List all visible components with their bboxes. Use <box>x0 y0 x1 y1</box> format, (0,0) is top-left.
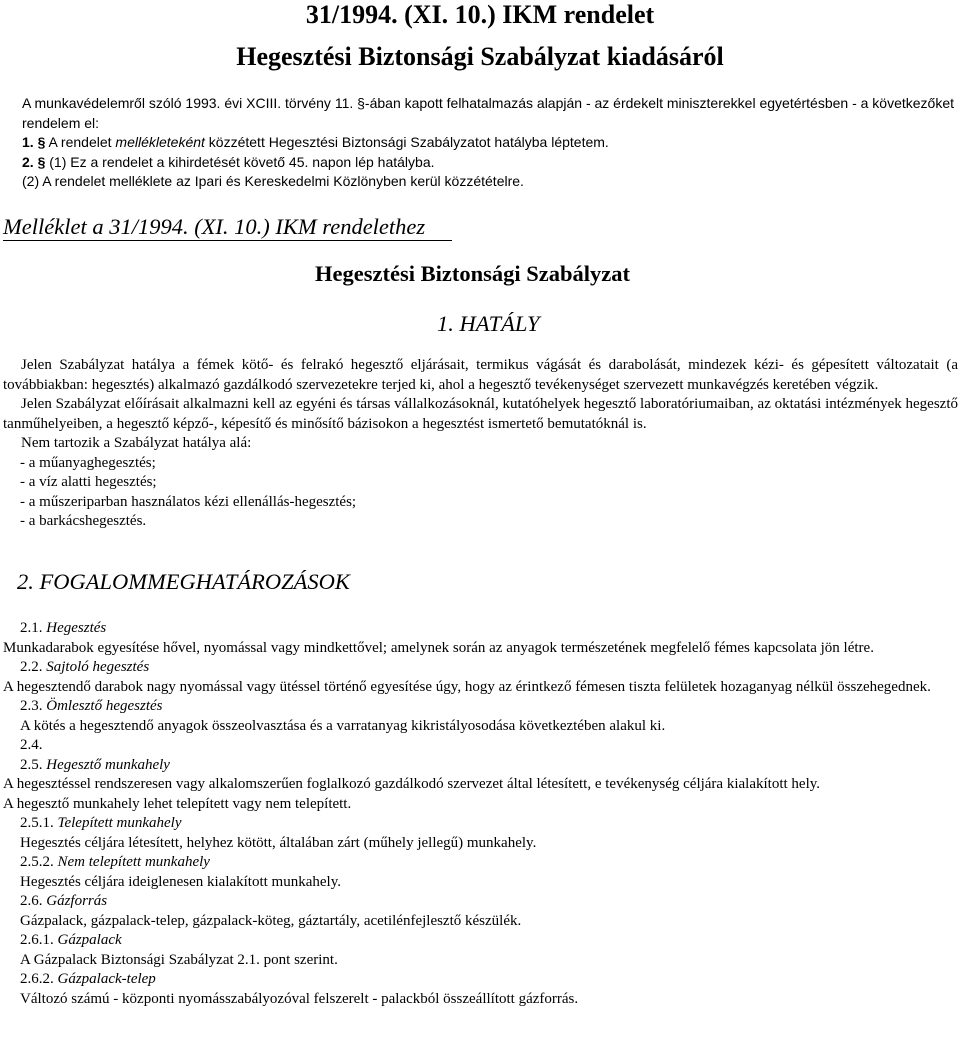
definitions <box>3 619 958 1009</box>
annex-heading-underline <box>3 240 452 241</box>
section-2-heading: 2. FOGALOMMEGHATÁROZÁSOK <box>17 569 350 594</box>
definition-number: 2.6.2. <box>20 971 58 987</box>
definition-text: Munkadarabok egyesítése hővel, nyomással vagy mindkettővel; amelynek során az anyagok természetének megfelelő fémes kapcsolata jön létre. <box>3 639 874 656</box>
definition-text: A hegesztendő darabok nagy nyomással vagy ütéssel történő egyesítése úgy, hogy az érintkező fémesen tiszta felületek hozaganyag nélkül összehegednek. <box>3 678 931 695</box>
scope-paragraph-1: Jelen Szabályzat hatálya a fémek kötő- és felrakó hegesztő eljárásait, termikus vágását és darabolását, mindezek kézi- és gépesített változatait (a továbbiakban: hegesztés) alkalmazó gazdálkodó szervezetekre terjed ki, ahol a hegesztő tevékenységet szervezett munkavégzés keretében végzik. <box>3 357 958 393</box>
definition-2-2-heading <box>3 658 958 678</box>
decree-subtitle: Hegesztési Biztonsági Szabályzat kiadásáról <box>236 42 724 71</box>
definition-title: Ömlesztő hegesztés <box>46 698 163 714</box>
definition-2-5-1-heading <box>3 814 958 834</box>
definition-number: 2.2. <box>20 659 47 675</box>
decree-intro <box>22 94 960 192</box>
list-item: - a barkácshegesztés. <box>20 513 147 529</box>
definition-title: Hegesztő munkahely <box>46 756 170 773</box>
definition-2-2-text <box>3 678 958 698</box>
section-1-body <box>3 356 958 532</box>
paragraph-2 <box>22 153 960 173</box>
definition-2-3-text: A kötés a hegesztendő anyagok összeolvasztása és a varratanyag kikristályosodása következtében alakul ki. <box>20 717 666 734</box>
definition-2-5-2-heading <box>3 853 958 873</box>
definition-2-5-2-text: Hegesztés céljára ideiglenesen kialakított munkahely. <box>20 873 341 890</box>
definition-title: Nem telepített munkahely <box>57 854 210 870</box>
paragraph-3: (2) A rendelet melléklete az Ipari és Kereskedelmi Közlönyben kerül közzétételre. <box>22 173 524 189</box>
scope-paragraph-2: Jelen Szabályzat előírásait alkalmazni kell az egyéni és társas vállalkozásoknál, kutatóhelyek hegesztő laboratóriumaiban, az oktatási intézmények hegesztő tanműhelyeiben, a hegesztő képző-, képesítő és minősítő bázisokon a hegesztést ismertető bemutatóknál is. <box>3 396 958 432</box>
exclusion-list <box>3 454 958 532</box>
definition-2-5-text <box>3 775 958 795</box>
definition-number: 2.6.1. <box>20 932 58 948</box>
paragraph-1-number: 1. § <box>22 134 46 150</box>
definition-2-6-text: Gázpalack, gázpalack-telep, gázpalack-köteg, gáztartály, acetilénfejlesztő készülék. <box>20 912 522 929</box>
definition-2-6-heading <box>3 892 958 912</box>
paragraph-1-text-a: A rendelet <box>45 134 116 150</box>
definition-number: 2.5. <box>20 756 47 773</box>
preamble: A munkavédelemről szóló 1993. évi XCIII. törvény 11. §-ában kapott felhatalmazás alapján - az érdekelt miniszterekkel egyetértésben - a következőket rendelem el: <box>22 95 955 131</box>
paragraph-2-number: 2. § <box>22 153 46 170</box>
annex-reference: mellékleteként <box>115 134 205 150</box>
list-item: - a víz alatti hegesztés; <box>20 474 157 490</box>
definition-2-4-heading: 2.4. <box>20 737 43 753</box>
definition-title: Gázpalack <box>57 932 122 948</box>
list-item: - a műszeriparban használatos kézi ellenállás-hegesztés; <box>20 493 357 510</box>
definition-number: 2.5.1. <box>20 815 58 831</box>
decree-title: 31/1994. (XI. 10.) IKM rendelet <box>305 0 655 29</box>
definition-2-3-heading <box>3 697 958 717</box>
paragraph-1 <box>22 133 960 153</box>
definition-2-5-heading <box>3 756 958 776</box>
definition-2-6-2-heading <box>3 970 958 990</box>
regulation-title: Hegesztési Biztonsági Szabályzat <box>315 261 630 286</box>
definition-2-6-1-heading <box>3 931 958 951</box>
definition-number: 2.1. <box>20 620 47 636</box>
definition-number: 2.3. <box>20 698 47 714</box>
section-1-heading: 1. HATÁLY <box>437 311 540 336</box>
list-item: - a műanyaghegesztés; <box>20 454 156 471</box>
definition-title: Hegesztés <box>46 620 107 636</box>
paragraph-2-text: (1) Ez a rendelet a kihirdetését követő 45. napon lép hatályba. <box>45 153 435 170</box>
definition-number: 2.6. <box>20 893 47 909</box>
definition-2-6-1-text: A Gázpalack Biztonsági Szabályzat 2.1. pont szerint. <box>20 951 338 968</box>
definition-2-5-note: A hegesztő munkahely lehet telepített vagy nem telepített. <box>3 795 352 812</box>
definition-2-5-1-text: Hegesztés céljára létesített, helyhez kötött, általában zárt (műhely jellegű) munkahely. <box>20 834 537 851</box>
definition-text: A hegesztéssel rendszeresen vagy alkalomszerűen foglalkozó gazdálkodó szervezet által létesített, e tevékenység céljára kialakított hely. <box>3 776 821 792</box>
paragraph-1-text-b: közzétett Hegesztési Biztonsági Szabályzatot hatályba léptetem. <box>204 134 609 150</box>
scope-paragraph-3: Nem tartozik a Szabályzat hatálya alá: <box>21 435 252 451</box>
definition-2-6-2-text: Változó számú - központi nyomásszabályozóval felszerelt - palackból összeállított gázforrás. <box>20 990 579 1007</box>
definition-title: Gázforrás <box>46 893 108 909</box>
annex-heading: Melléklet a 31/1994. (XI. 10.) IKM rendelethez <box>3 214 426 239</box>
definition-2-1-heading <box>3 619 958 639</box>
definition-title: Sajtoló hegesztés <box>46 659 150 675</box>
definition-2-1-text <box>3 639 958 659</box>
definition-number: 2.5.2. <box>20 854 58 870</box>
definition-title: Telepített munkahely <box>57 815 182 831</box>
definition-title: Gázpalack-telep <box>57 971 156 987</box>
